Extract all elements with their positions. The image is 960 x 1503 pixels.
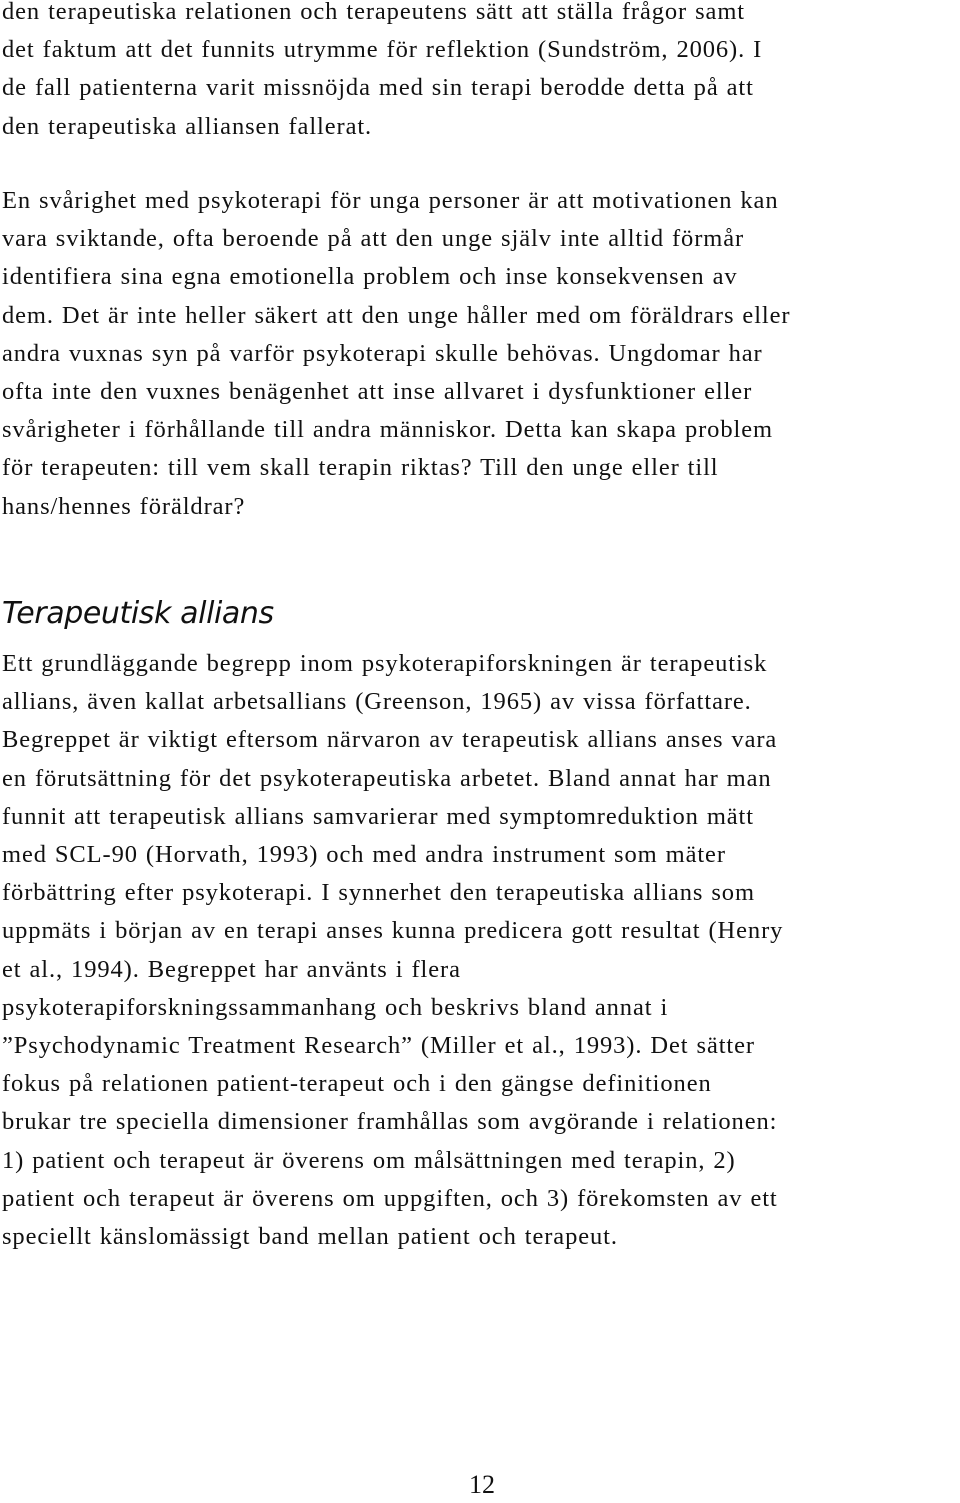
section-heading: Terapeutisk allians xyxy=(2,596,274,631)
text-line: brukar tre speciella dimensioner framhållas som avgörande i relationen: xyxy=(2,1108,778,1136)
text-line: speciellt känslomässigt band mellan patient och terapeut. xyxy=(2,1223,618,1251)
paragraph-alliance xyxy=(2,645,958,1256)
text-line: vara sviktande, ofta beroende på att den unge själv inte alltid förmår xyxy=(2,225,745,253)
text-line: svårigheter i förhållande till andra människor. Detta kan skapa problem xyxy=(2,416,773,444)
text-line: dem. Det är inte heller säkert att den unge håller med om föräldrars eller xyxy=(2,301,791,329)
text-line: ofta inte den vuxnes benägenhet att inse allvaret i dysfunktioner eller xyxy=(2,378,753,406)
text-line: hans/hennes föräldrar? xyxy=(2,492,246,520)
text-line: ”Psychodynamic Treatment Research” (Miller et al., 1993). Det sätter xyxy=(2,1032,755,1060)
text-line: funnit att terapeutisk allians samvarierar med symptomreduktion mätt xyxy=(2,802,754,830)
text-line: det faktum att det funnits utrymme för reflektion (Sundström, 2006). I xyxy=(2,36,763,64)
paragraph-relation xyxy=(2,0,958,146)
text-line: för terapeuten: till vem skall terapin riktas? Till den unge eller till xyxy=(2,454,719,482)
text-line: förbättring efter psykoterapi. I synnerhet den terapeutiska allians som xyxy=(2,879,755,907)
text-line: den terapeutiska relationen och terapeutens sätt att ställa frågor samt xyxy=(2,0,745,25)
text-line: identifiera sina egna emotionella problem och inse konsekvensen av xyxy=(2,263,738,291)
text-line: de fall patienterna varit missnöjda med sin terapi berodde detta på att xyxy=(2,74,754,102)
text-line: et al., 1994). Begreppet har använts i flera xyxy=(2,955,461,983)
text-line: En svårighet med psykoterapi för unga personer är att motivationen kan xyxy=(2,187,779,214)
text-line: uppmäts i början av en terapi anses kunna predicera gott resultat (Henry xyxy=(2,917,784,945)
text-line: fokus på relationen patient-terapeut och i den gängse definitionen xyxy=(2,1070,712,1098)
page-number xyxy=(0,1470,960,1500)
text-line: 1) patient och terapeut är överens om målsättningen med terapin, 2) xyxy=(2,1146,736,1174)
text-line: med SCL-90 (Horvath, 1993) och med andra instrument som mäter xyxy=(2,841,726,869)
text-line: den terapeutiska alliansen fallerat. xyxy=(2,112,373,140)
paragraph-young-persons xyxy=(2,182,958,526)
text-line: Begreppet är viktigt eftersom närvaron av terapeutisk allians anses vara xyxy=(2,726,778,754)
text-line: en förutsättning för det psykoterapeutiska arbetet. Bland annat har man xyxy=(2,764,772,792)
text-line: psykoterapiforskningssammanhang och beskrivs bland annat i xyxy=(2,993,669,1021)
text-line: andra vuxnas syn på varför psykoterapi skulle behövas. Ungdomar har xyxy=(2,339,763,367)
text-line: allians, även kallat arbetsallians (Greenson, 1965) av vissa författare. xyxy=(2,688,752,716)
text-line: Ett grundläggande begrepp inom psykoterapiforskningen är terapeutisk xyxy=(2,650,768,677)
text-line: patient och terapeut är överens om uppgiften, och 3) förekomsten av ett xyxy=(2,1184,778,1212)
page-number-text: 12 xyxy=(469,1470,495,1499)
